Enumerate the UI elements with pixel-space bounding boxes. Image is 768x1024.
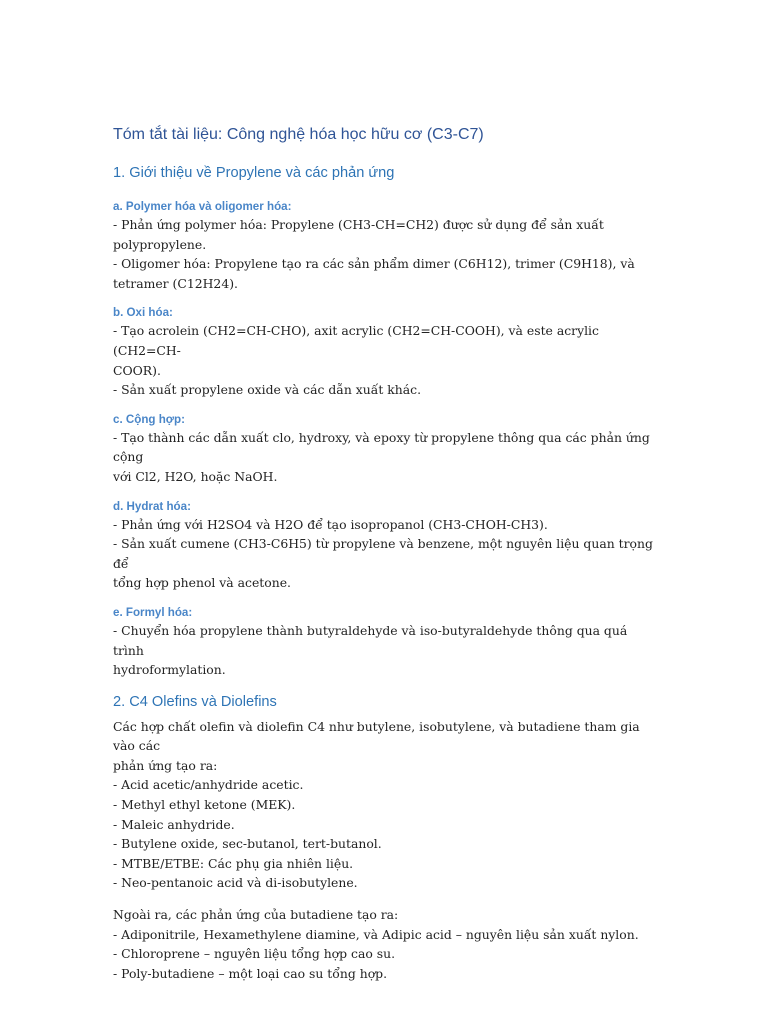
text-line: - Neo-pentanoic acid và di-isobutylene. — [113, 875, 358, 891]
text-line: - Tạo thành các dẫn xuất clo, hydroxy, và epoxy từ propylene thông qua các phản ứng cộng — [113, 429, 650, 465]
paragraph — [113, 428, 658, 487]
text-line: Ngoài ra, các phản ứng của butadiene tạo ra: — [113, 907, 399, 923]
subsection-oxidation — [113, 304, 658, 399]
text-line: - Oligomer hóa: Propylene tạo ra các sản phẩm dimer (C6H12), trimer (C9H18), và — [113, 256, 635, 272]
text-line: - Chloroprene – nguyên liệu tổng hợp cao su. — [113, 946, 396, 962]
text-line: - Sản xuất propylene oxide và các dẫn xuất khác. — [113, 382, 422, 398]
paragraph — [113, 321, 658, 399]
document-title: Tóm tắt tài liệu: Công nghệ hóa học hữu cơ (C3-C7) — [113, 126, 484, 143]
text-line: - Tạo acrolein (CH2=CH-CHO), axit acrylic (CH2=CH-COOH), và este acrylic (CH2=CH- — [113, 323, 599, 358]
text-line: với Cl2, H2O, hoặc NaOH. — [113, 468, 278, 484]
text-line: polypropylene. — [113, 236, 207, 252]
text-line: - Phản ứng polymer hóa: Propylene (CH3-CH=CH2) được sử dụng để sản xuất — [113, 217, 604, 232]
paragraph — [113, 621, 658, 680]
section-2-heading: 2. C4 Olefins và Diolefins — [113, 693, 277, 710]
text-line: COOR). — [113, 362, 161, 378]
text-line: - Methyl ethyl ketone (MEK). — [113, 797, 296, 813]
paragraph-c4-products — [113, 717, 658, 893]
section-1-heading: 1. Giới thiệu về Propylene và các phản ứng — [113, 165, 395, 181]
document-page — [113, 122, 658, 983]
text-line: - Phản ứng với H2SO4 và H2O để tạo isopropanol (CH3-CHOH-CH3). — [113, 516, 548, 532]
paragraph-spacer — [113, 893, 658, 905]
subsection-formylation — [113, 604, 658, 680]
subsection-heading: b. Oxi hóa: — [113, 306, 173, 320]
text-line: Các hợp chất olefin và diolefin C4 như butylene, isobutylene, và butadiene tham gia vào các — [113, 718, 640, 754]
text-line: - Poly-butadiene – một loại cao su tổng hợp. — [113, 965, 388, 981]
text-line: - Chuyển hóa propylene thành butyraldehyde và iso-butyraldehyde thông qua quá trình — [113, 622, 628, 658]
text-line: - MTBE/ETBE: Các phụ gia nhiên liệu. — [113, 855, 354, 871]
text-line: - Butylene oxide, sec-butanol, tert-butanol. — [113, 836, 382, 852]
text-line: hydroformylation. — [113, 662, 226, 678]
text-line: - Maleic anhydride. — [113, 816, 235, 832]
text-line: tổng hợp phenol và acetone. — [113, 575, 291, 591]
text-line: - Acid acetic/anhydride acetic. — [113, 777, 304, 793]
paragraph-butadiene-products — [113, 905, 658, 983]
text-line: - Adiponitrile, Hexamethylene diamine, và Adipic acid – nguyên liệu sản xuất nylon. — [113, 926, 639, 942]
subsection-hydration — [113, 498, 658, 593]
subsection-heading: e. Formyl hóa: — [113, 605, 193, 619]
subsection-heading: d. Hydrat hóa: — [113, 499, 191, 513]
text-line: tetramer (C12H24). — [113, 275, 238, 291]
text-line: - Sản xuất cumene (CH3-C6H5) từ propylene và benzene, một nguyên liệu quan trọng để — [113, 536, 653, 571]
paragraph — [113, 215, 658, 293]
subsection-heading: a. Polymer hóa và oligomer hóa: — [113, 200, 292, 213]
subsection-polymer — [113, 198, 658, 293]
paragraph — [113, 515, 658, 593]
text-line: phản ứng tạo ra: — [113, 757, 218, 773]
subsection-heading: c. Cộng hợp: — [113, 412, 185, 426]
subsection-addition — [113, 411, 658, 487]
